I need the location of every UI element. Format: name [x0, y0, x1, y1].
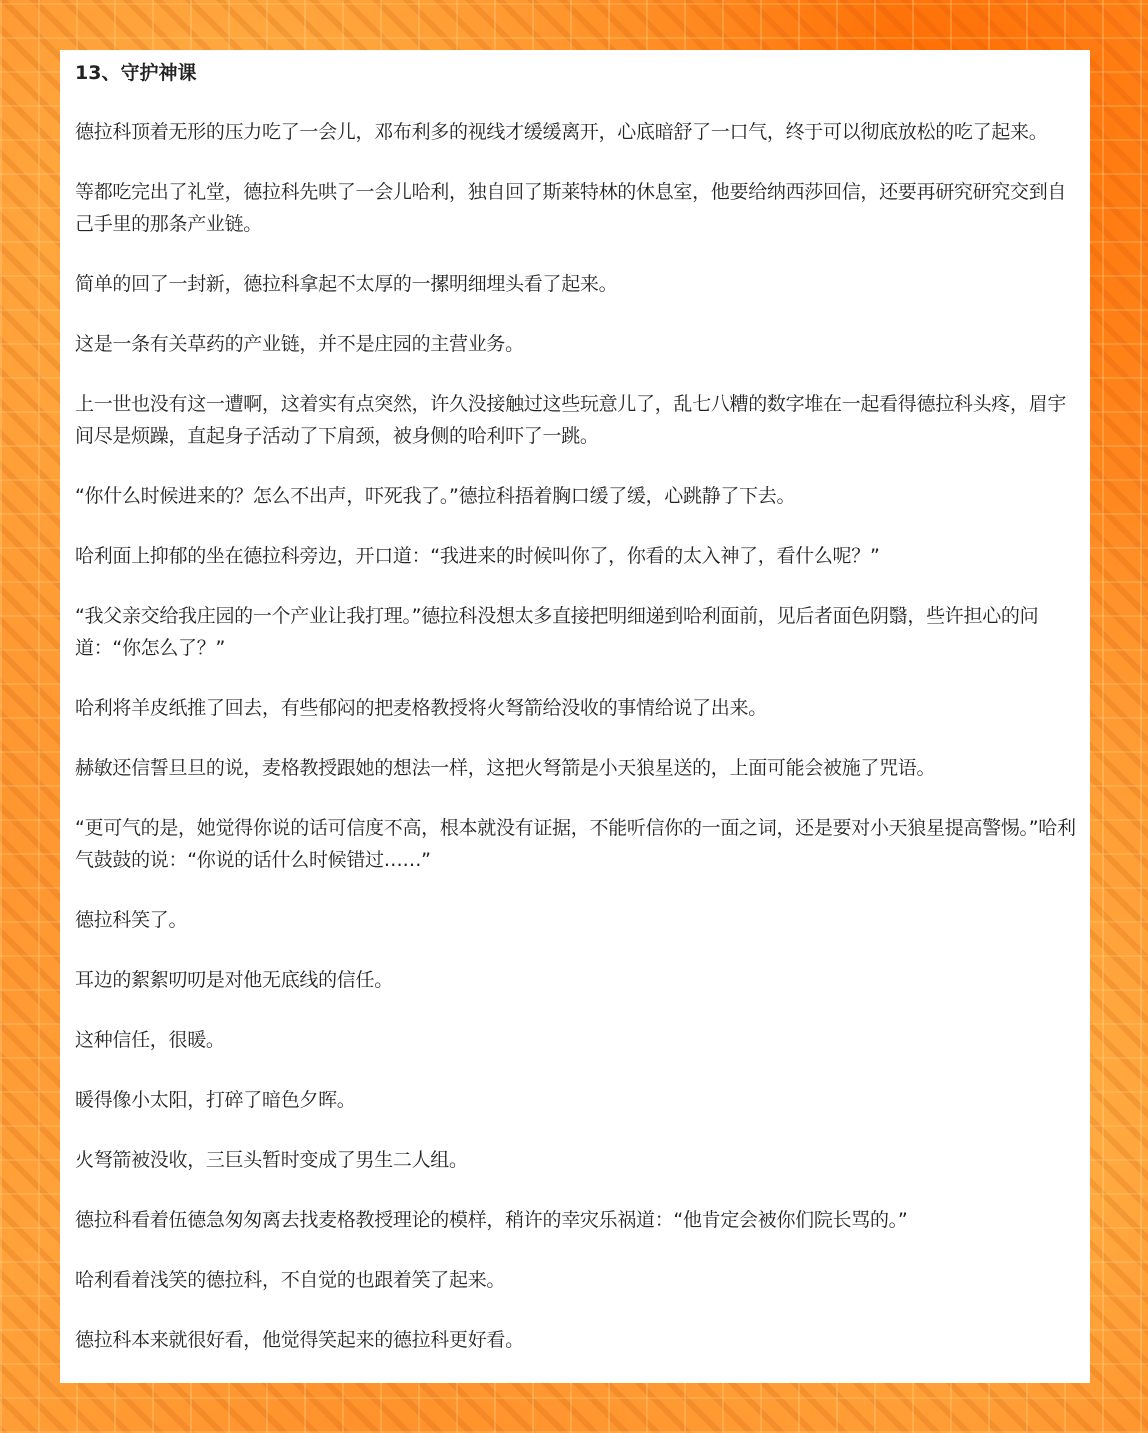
paragraph: 德拉科顶着无形的压力吃了一会儿，邓布利多的视线才缓缓离开，心底暗舒了一口气，终于可以彻底放松的吃了起来。 [75, 121, 1048, 143]
paragraph: 德拉科看着伍德急匆匆离去找麦格教授理论的模样，稍许的幸灾乐祸道：“他肯定会被你们院长骂的。” [75, 1209, 908, 1231]
paragraph: 这是一条有关草药的产业链，并不是庄园的主营业务。 [75, 333, 524, 355]
paragraph: 德拉科笑了。 [75, 909, 188, 931]
paragraph: 简单的回了一封新，德拉科拿起不太厚的一摞明细埋头看了起来。 [75, 273, 618, 295]
paragraph: 这种信任，很暖。 [75, 1029, 225, 1051]
paragraph: 哈利看着浅笑的德拉科，不自觉的也跟着笑了起来。 [75, 1269, 506, 1291]
paragraph: 哈利将羊皮纸推了回去，有些郁闷的把麦格教授将火弩箭给没收的事情给说了出来。 [75, 697, 767, 719]
paragraph: 德拉科本来就很好看，他觉得笑起来的德拉科更好看。 [75, 1329, 524, 1351]
paragraph: 赫敏还信誓旦旦的说，麦格教授跟她的想法一样，这把火弩箭是小天狼星送的，上面可能会被施了咒语。 [75, 757, 936, 779]
paragraph: 火弩箭被没收，三巨头暂时变成了男生二人组。 [75, 1149, 468, 1171]
paragraph: 等都吃完出了礼堂，德拉科先哄了一会儿哈利，独自回了斯莱特林的休息室，他要给纳西莎回信，还要再研究研究交到自己手里的那条产业链。 [75, 181, 1067, 235]
paragraph: 耳边的絮絮叨叨是对他无底线的信任。 [75, 969, 393, 991]
paragraph: 上一世也没有这一遭啊，这着实有点突然，许久没接触过这些玩意儿了，乱七八糟的数字堆在一起看得德拉科头疼，眉宇间尽是烦躁，直起身子活动了下肩颈，被身侧的哈利吓了一跳。 [75, 393, 1067, 447]
chapter-title: 13、守护神课 [75, 62, 197, 84]
paragraph: “我父亲交给我庄园的一个产业让我打理。”德拉科没想太多直接把明细递到哈利面前，见后者面色阴翳，些许担心的问道：“你怎么了？” [75, 605, 1039, 659]
paragraph: 暖得像小太阳，打碎了暗色夕晖。 [75, 1089, 356, 1111]
paragraph: “你什么时候进来的？怎么不出声，吓死我了。”德拉科捂着胸口缓了缓，心跳静了下去。 [75, 485, 796, 507]
article-body [75, 116, 1079, 1383]
article-page [60, 50, 1090, 1383]
paragraph: 哈利面上抑郁的坐在德拉科旁边，开口道：“我进来的时候叫你了，你看的太入神了，看什么呢？” [75, 545, 880, 567]
paragraph: “更可气的是，她觉得你说的话可信度不高，根本就没有证据，不能听信你的一面之词，还是要对小天狼星提高警惕。”哈利气鼓鼓的说：“你说的话什么时候错过……” [75, 817, 1076, 871]
